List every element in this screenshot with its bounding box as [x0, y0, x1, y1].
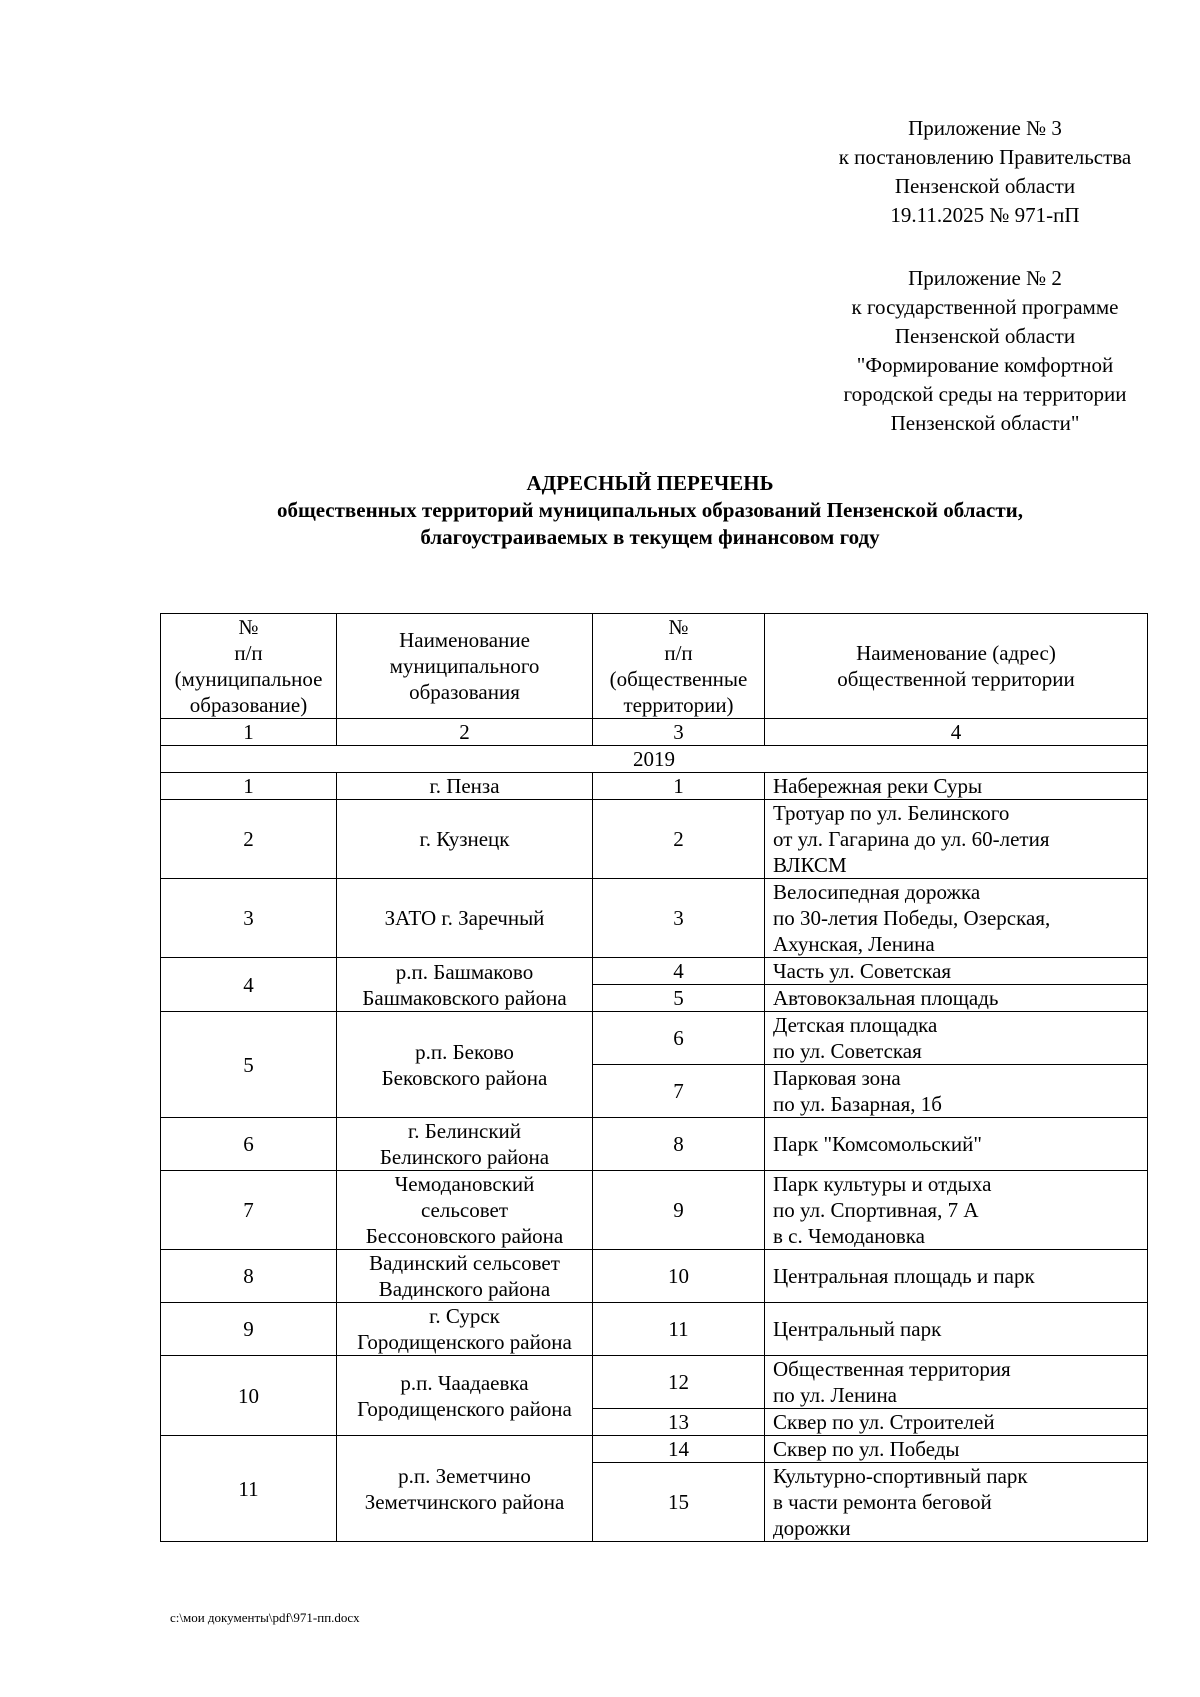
table-row	[161, 1012, 1148, 1065]
territory-name-cell	[765, 1356, 1148, 1409]
table-row	[161, 773, 1148, 800]
file-path-footer: c:\мои документы\pdf\971-пп.docx	[170, 1610, 360, 1625]
territory-name-line: Парковая зона	[773, 1066, 901, 1090]
header-line: (общественные	[609, 667, 748, 691]
territory-name-line: Общественная территория	[773, 1357, 1011, 1381]
title-line-1: общественных территорий муниципальных образований Пензенской области,	[276, 498, 1024, 522]
territory-name-line: Сквер по ул. Строителей	[773, 1410, 995, 1434]
territory-name-line: Часть ул. Советская	[773, 959, 952, 983]
mo-name-cell	[337, 1012, 593, 1118]
territory-name-cell	[765, 1118, 1148, 1171]
territory-name-line: Сквер по ул. Победы	[773, 1437, 960, 1461]
mo-number-cell: 2	[161, 800, 337, 879]
header-line: Наименование	[399, 628, 530, 652]
territory-number-cell: 8	[593, 1118, 765, 1171]
header-line: п/п	[664, 641, 693, 665]
column-number-row	[161, 719, 1148, 746]
mo-number-cell: 7	[161, 1171, 337, 1250]
header-line: общественной территории	[837, 667, 1075, 691]
header-line: (муниципальное	[174, 667, 323, 691]
territory-number-cell: 11	[593, 1303, 765, 1356]
territory-name-line: Парк культуры и отдыха	[773, 1172, 992, 1196]
mo-name-cell	[337, 773, 593, 800]
header-line: Наименование (адрес)	[856, 641, 1056, 665]
table-row	[161, 1171, 1148, 1250]
territory-number-cell: 7	[593, 1065, 765, 1118]
mo-name-line: ЗАТО г. Заречный	[384, 906, 545, 930]
header-cell	[161, 614, 337, 719]
territory-name-line: в с. Чемодановка	[773, 1224, 926, 1248]
mo-name-cell	[337, 1436, 593, 1542]
document-title	[150, 470, 1150, 551]
header-cell	[765, 614, 1148, 719]
territory-name-line: от ул. Гагарина до ул. 60-летия	[773, 827, 1050, 851]
mo-name-line: р.п. Башмаково	[395, 959, 534, 984]
territory-name-cell	[765, 1303, 1148, 1356]
territory-name-line: Центральный парк	[773, 1317, 942, 1341]
territory-number-cell: 14	[593, 1436, 765, 1463]
header-line: п/п	[234, 641, 263, 665]
mo-name-line: р.п. Чаадаевка	[400, 1370, 529, 1395]
title-line-2: благоустраиваемых в текущем финансовом году	[420, 525, 880, 549]
appendix-2-line: Приложение № 2	[908, 266, 1062, 290]
mo-number-cell: 3	[161, 879, 337, 958]
table-row	[161, 1250, 1148, 1303]
table-row	[161, 800, 1148, 879]
mo-name-line: Башмаковского района	[362, 985, 567, 1010]
territory-number-cell: 10	[593, 1250, 765, 1303]
mo-name-line: сельсовет	[420, 1198, 509, 1222]
mo-name-line: р.п. Беково	[415, 1039, 514, 1064]
territory-name-line: Центральная площадь и парк	[773, 1264, 1035, 1288]
mo-name-cell	[337, 1356, 593, 1436]
territory-name-line: Культурно-спортивный парк	[773, 1464, 1028, 1488]
territory-name-line: Ахунская, Ленина	[773, 932, 935, 956]
appendix-3-line: к постановлению Правительства	[838, 145, 1132, 169]
mo-name-line: Бековского района	[381, 1065, 548, 1090]
appendix-2-line: к государственной программе	[851, 295, 1119, 319]
territory-number-cell: 5	[593, 985, 765, 1012]
column-number-cell: 3	[593, 719, 765, 746]
table-row	[161, 1118, 1148, 1171]
mo-number-cell: 5	[161, 1012, 337, 1118]
territory-name-cell	[765, 985, 1148, 1012]
territory-number-cell: 15	[593, 1463, 765, 1542]
territory-name-line: в части ремонта беговой	[773, 1490, 992, 1514]
territory-name-cell	[765, 1409, 1148, 1436]
column-number-cell: 1	[161, 719, 337, 746]
territory-name-cell	[765, 1171, 1148, 1250]
territory-number-cell: 1	[593, 773, 765, 800]
header-cell	[593, 614, 765, 719]
mo-name-cell	[337, 1118, 593, 1171]
appendix-3-block	[770, 114, 1200, 230]
territory-number-cell: 6	[593, 1012, 765, 1065]
territory-number-cell: 3	[593, 879, 765, 958]
mo-name-cell	[337, 1171, 593, 1250]
address-list-table	[160, 613, 1148, 1542]
appendix-2-line: Пензенской области	[894, 324, 1076, 348]
territory-name-cell	[765, 1012, 1148, 1065]
territory-name-line: Парк "Комсомольский"	[773, 1132, 982, 1156]
mo-name-line: г. Белинский	[407, 1119, 522, 1143]
title-heading: АДРЕСНЫЙ ПЕРЕЧЕНЬ	[526, 471, 774, 495]
territory-name-cell	[765, 879, 1148, 958]
mo-name-line: Чемодановский	[394, 1172, 535, 1196]
territory-name-line: по ул. Спортивная, 7 А	[773, 1198, 979, 1222]
column-number-cell: 4	[765, 719, 1148, 746]
table-row	[161, 1356, 1148, 1409]
table-row	[161, 958, 1148, 985]
territory-name-cell	[765, 773, 1148, 800]
mo-number-cell: 4	[161, 958, 337, 1012]
mo-number-cell: 1	[161, 773, 337, 800]
appendix-3-line: Пензенской области	[894, 174, 1076, 198]
territory-number-cell: 12	[593, 1356, 765, 1409]
territory-name-line: дорожки	[773, 1516, 851, 1540]
header-line: муниципального	[389, 654, 540, 678]
territory-name-cell	[765, 1463, 1148, 1542]
header-cell	[337, 614, 593, 719]
territory-number-cell: 4	[593, 958, 765, 985]
appendix-3-line: Приложение № 3	[908, 116, 1062, 140]
year-row	[161, 746, 1148, 773]
mo-name-line: Вадинский сельсовет	[369, 1251, 560, 1275]
header-line: №	[238, 615, 259, 639]
mo-number-cell: 10	[161, 1356, 337, 1436]
appendix-2-block	[770, 264, 1200, 438]
header-line: территории)	[623, 693, 734, 717]
territory-name-cell	[765, 1436, 1148, 1463]
mo-name-line: р.п. Земетчино	[398, 1463, 531, 1488]
territory-name-cell	[765, 1250, 1148, 1303]
table-header-row	[161, 614, 1148, 719]
mo-number-cell: 6	[161, 1118, 337, 1171]
territory-name-line: по ул. Ленина	[773, 1383, 898, 1407]
territory-name-line: Велосипедная дорожка	[773, 880, 981, 904]
territory-name-cell	[765, 1065, 1148, 1118]
mo-name-line: Вадинского района	[378, 1277, 551, 1301]
mo-number-cell: 9	[161, 1303, 337, 1356]
appendix-3-line: 19.11.2025 № 971-пП	[890, 203, 1080, 227]
mo-name-cell	[337, 1303, 593, 1356]
territory-number-cell: 13	[593, 1409, 765, 1436]
mo-name-cell	[337, 800, 593, 879]
appendix-2-line: городской среды на территории	[843, 382, 1127, 406]
mo-name-line: Городищенского района	[357, 1330, 572, 1354]
territory-name-line: по 30-летия Победы, Озерская,	[773, 906, 1051, 930]
mo-name-line: Земетчинского района	[364, 1489, 565, 1514]
mo-name-line: Бессоновского района	[365, 1224, 564, 1248]
mo-name-cell	[337, 1250, 593, 1303]
territory-name-line: Автовокзальная площадь	[773, 986, 999, 1010]
mo-number-cell: 11	[161, 1436, 337, 1542]
territory-name-line: по ул. Базарная, 1б	[773, 1092, 942, 1116]
mo-name-line: Белинского района	[379, 1145, 550, 1169]
territory-name-line: Детская площадка	[773, 1013, 938, 1037]
table-row	[161, 1303, 1148, 1356]
mo-name-line: г. Кузнецк	[419, 827, 510, 851]
territory-name-cell	[765, 958, 1148, 985]
territory-name-line: по ул. Советская	[773, 1039, 922, 1063]
mo-name-cell	[337, 879, 593, 958]
appendix-2-line: "Формирование комфортной	[856, 353, 1114, 377]
table-row	[161, 879, 1148, 958]
territory-name-line: Тротуар по ул. Белинского	[773, 801, 1010, 825]
header-line: образования	[409, 680, 520, 704]
column-number-cell: 2	[337, 719, 593, 746]
territory-name-line: ВЛКСМ	[773, 853, 847, 877]
mo-name-line: г. Пенза	[429, 774, 500, 798]
header-line: образование)	[189, 693, 308, 717]
year-cell: 2019	[161, 746, 1148, 773]
mo-number-cell: 8	[161, 1250, 337, 1303]
territory-number-cell: 2	[593, 800, 765, 879]
mo-name-line: г. Сурск	[429, 1304, 500, 1328]
territory-name-line: Набережная реки Суры	[773, 774, 983, 798]
mo-name-cell	[337, 958, 593, 1012]
table-row	[161, 1436, 1148, 1463]
header-line: №	[668, 615, 689, 639]
appendix-2-line: Пензенской области"	[890, 411, 1080, 435]
territory-name-cell	[765, 800, 1148, 879]
mo-name-line: Городищенского района	[357, 1396, 572, 1421]
territory-number-cell: 9	[593, 1171, 765, 1250]
